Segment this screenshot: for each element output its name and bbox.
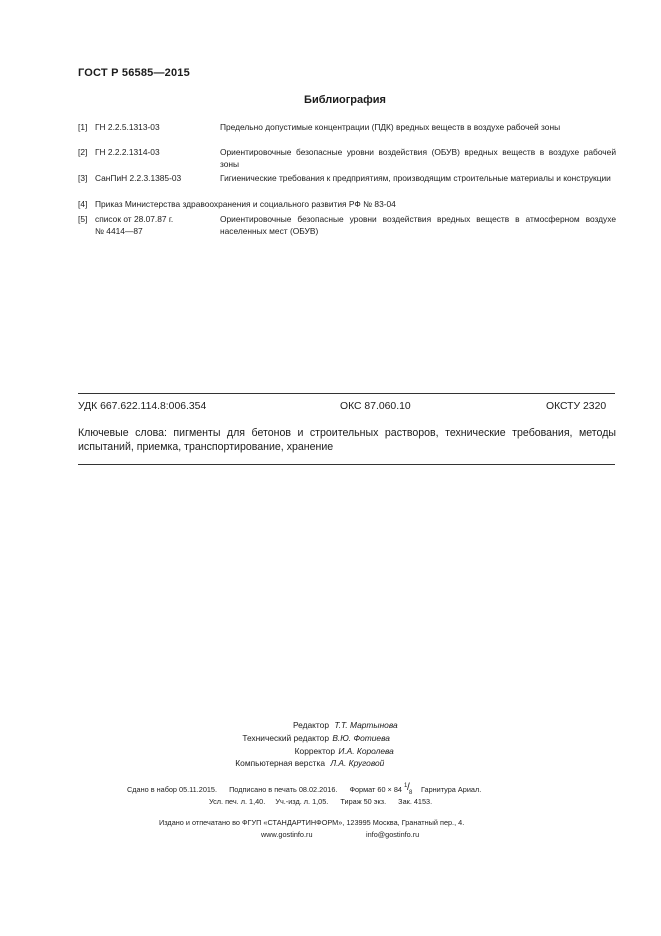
standard-number: ГОСТ Р 56585—2015 [78,67,190,79]
entry-number: [5] [78,214,88,224]
entry-number: [2] [78,147,88,157]
entry-code: ГН 2.2.5.1313-03 [95,122,160,132]
keywords-text: пигменты для бетонов и строительных растворов, технические требования, методы испытаний, приемка, транспортирование, хранение [78,427,616,453]
staff-role: Редактор [292,720,329,730]
bibliography-title: Библиография [304,94,386,106]
keywords-label: Ключевые слова: [78,427,167,439]
typeface: Гарнитура Ариал. [421,785,482,794]
entry-code: список от 28.07.87 г. № 4414—87 [95,214,174,236]
bibliography-entry [78,173,618,197]
print-sheets: Усл. печ. л. 1,40. [209,797,266,806]
imprint-line-2 [209,797,432,807]
bibliography-entry [78,199,618,211]
entry-number: [4] [78,199,88,209]
staff-role: Технический редактор [242,732,329,743]
bibliography-entry [78,214,618,238]
udk-code: УДК 667.622.114.8:006.354 [78,401,207,412]
bottom-divider [78,464,615,465]
paper-format: Формат 60 × 84 1 / 8 [349,782,413,796]
okstu-code: ОКСТУ 2320 [546,401,607,412]
email-link[interactable]: info@gostinfo.ru [366,830,420,839]
oks-code: ОКС 87.060.10 [340,401,411,412]
entry-number: [3] [78,173,88,183]
entry-description: Ориентировочные безопасные уровни воздействия (ОБУВ) вредных веществ в воздухе рабочей зоны [220,147,616,169]
entry-code: ГН 2.2.2.1314-03 [95,147,160,157]
staff-name: В.Ю. Фотиева [332,732,390,743]
imprint-line-1 [127,783,481,795]
staff-row [180,757,480,770]
staff-name: Л.А. Круговой [330,758,385,769]
order-number: Зак. 4153. [398,797,433,806]
submitted-date: Сдано в набор 05.11.2015. [127,785,218,794]
website-link[interactable]: www.gostinfo.ru [261,830,313,839]
entry-description: Ориентировочные безопасные уровни воздействия вредных веществ в атмосферном воздухе населенных мест (ОБУВ) [220,214,616,236]
staff-role: Компьютерная верстка [235,758,325,769]
format-fraction: 1 / 8 [403,782,413,796]
bibliography-entry [78,147,618,171]
staff-name: Т.Т. Мартынова [334,720,398,730]
entry-description: Приказ Министерства здравоохранения и социального развития РФ № 83-04 [95,199,396,209]
editorial-staff [180,719,480,770]
staff-row [180,732,480,745]
staff-role: Корректор [294,745,335,756]
staff-row [180,745,480,758]
signed-date: Подписано в печать 08.02.2016. [229,785,338,794]
publisher-info: Издано и отпечатано во ФГУП «СТАНДАРТИНФОРМ», 123995 Москва, Гранатный пер., 4. [159,818,465,827]
keywords [78,426,616,454]
entry-description: Предельно допустимые концентрации (ПДК) вредных веществ в воздухе рабочей зоны [220,122,561,132]
entry-code: СанПиН 2.2.3.1385-03 [95,173,182,183]
staff-name: И.А. Королева [338,745,394,756]
top-divider [78,393,615,394]
staff-row [180,719,480,732]
bibliography-entry [78,122,618,146]
circulation: Тираж 50 экз. [340,797,387,806]
entry-number: [1] [78,122,88,132]
publication-sheets: Уч.-изд. л. 1,05. [275,797,329,806]
entry-description: Гигиенические требования к предприятиям, производящим строительные материалы и конструкции [220,173,611,183]
